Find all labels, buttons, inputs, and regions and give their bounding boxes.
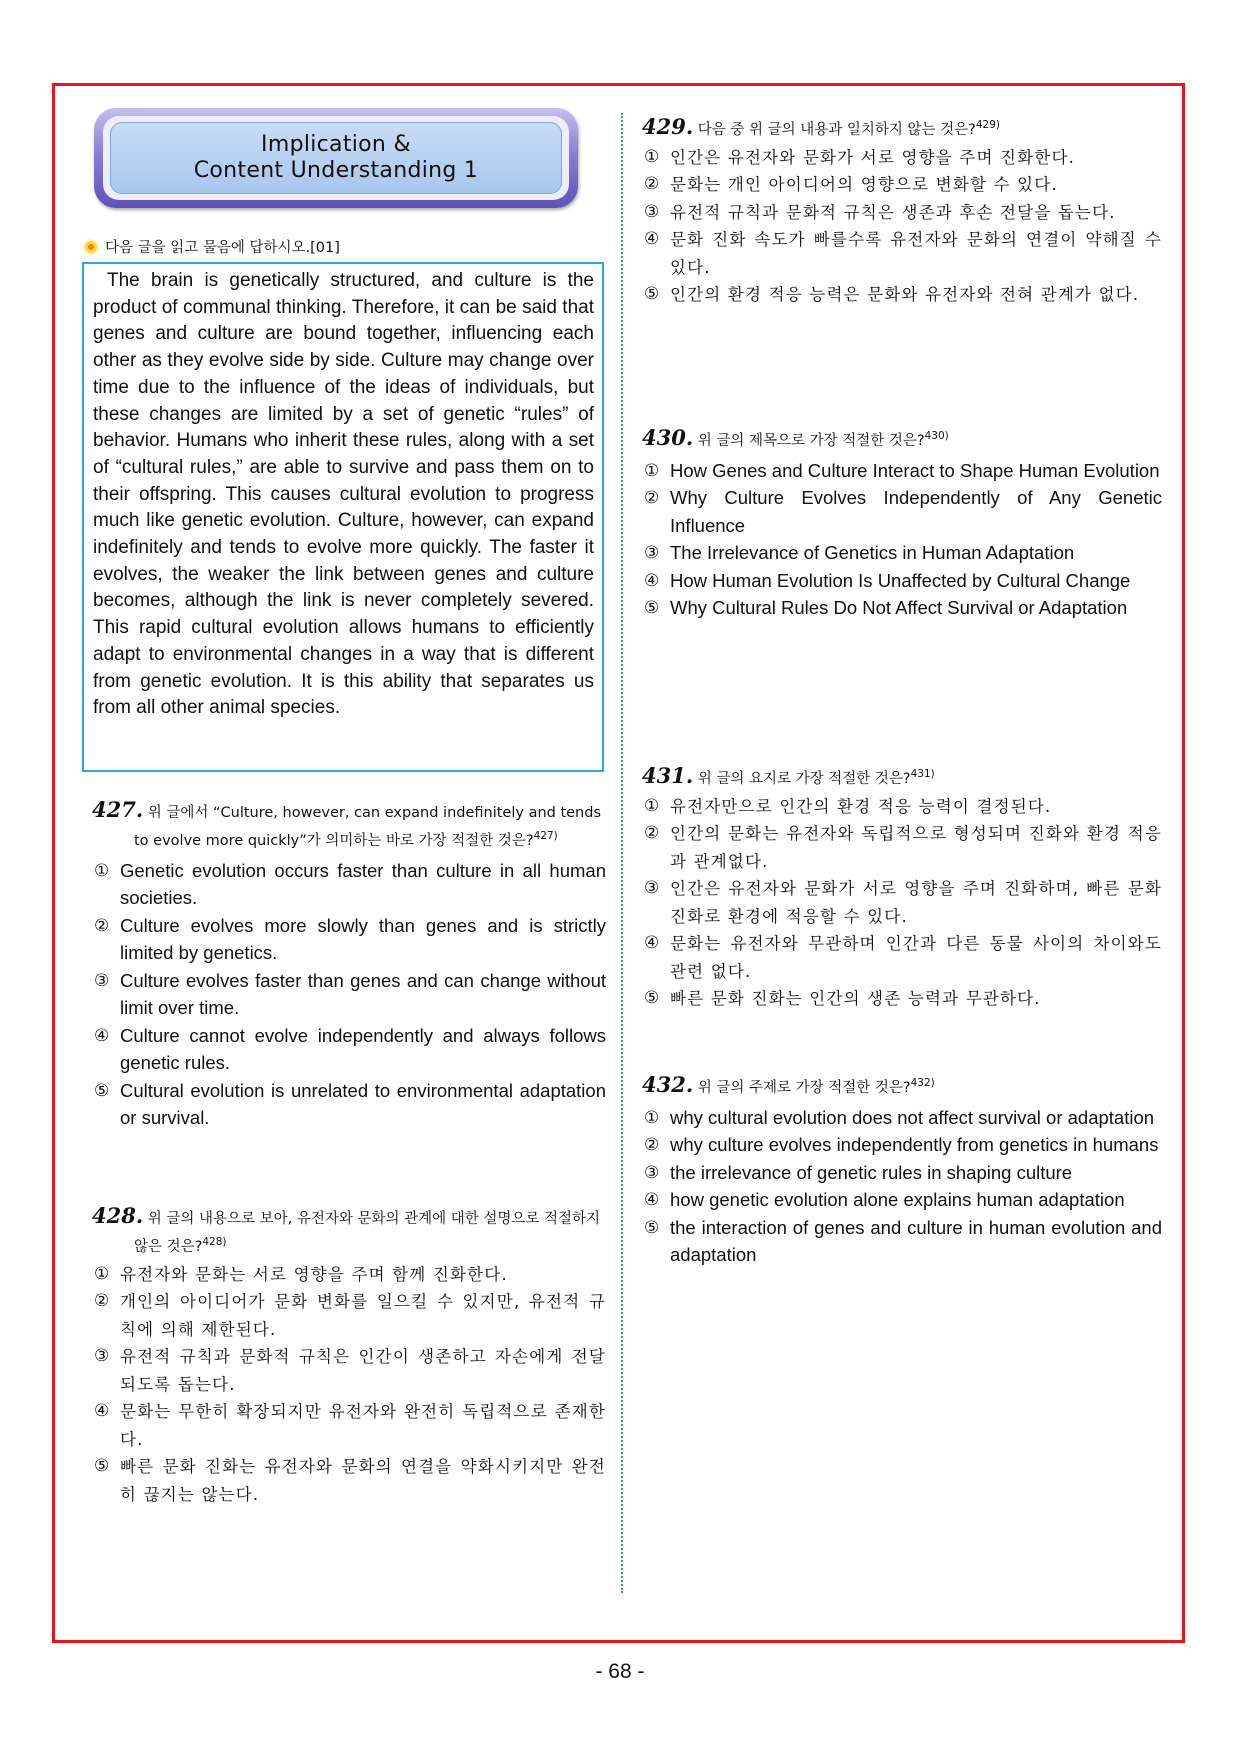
question-number: 428. <box>92 1203 144 1228</box>
option-4[interactable]: ④ 문화 진화 속도가 빠를수록 유전자와 문화의 연결이 약해질 수 있다. <box>644 229 1162 277</box>
option-5[interactable]: ⑤ Why Cultural Rules Do Not Affect Survival or Adaptation <box>644 597 1128 619</box>
option-3[interactable]: ③ Culture evolves faster than genes and can change without limit over time. <box>94 969 606 1019</box>
question-427 <box>92 798 606 1132</box>
question-prompt: 427. 위 글에서 “Culture, however, can expand indefinitely and tends to evolve more quickly”가 의미하는 바로 가장 적절한 것은?$^{427)}$ <box>92 797 602 849</box>
page-number: - 68 - <box>595 1660 645 1683</box>
question-number: 429. <box>642 113 694 139</box>
question-430 <box>642 425 1162 622</box>
question-431 <box>642 763 1162 1013</box>
option-2[interactable]: ② 문화는 개인 아이디어의 영향으로 변화할 수 있다. <box>644 174 1058 195</box>
title-badge <box>94 108 578 208</box>
option-2[interactable]: ② why culture evolves independently from genetics in humans <box>644 1134 1159 1156</box>
column-divider <box>621 113 623 1593</box>
question-number: 431. <box>642 762 694 788</box>
question-432 <box>642 1072 1162 1269</box>
question-prompt: 432. 위 글의 주제로 가장 적절한 것은?$^{432)}$ <box>642 1071 935 1097</box>
question-prompt: 431. 위 글의 요지로 가장 적절한 것은?$^{431)}$ <box>642 762 935 788</box>
option-5[interactable]: ⑤ 빠른 문화 진화는 유전자와 문화의 연결을 약화시키지만 완전히 끊지는 않는다. <box>94 1456 606 1504</box>
option-1[interactable]: ① why cultural evolution does not affect survival or adaptation <box>644 1106 1155 1128</box>
question-number: 432. <box>642 1071 694 1097</box>
option-2[interactable]: ② Why Culture Evolves Independently of Any Genetic Influence <box>644 487 1162 536</box>
instruction-text: 다음 글을 읽고 물음에 답하시오.[01] <box>105 240 340 256</box>
question-prompt: 429. 다음 중 위 글의 내용과 일치하지 않는 것은?$^{429)}$ <box>642 113 1000 139</box>
question-429 <box>642 114 1162 309</box>
option-3[interactable]: ③ 인간은 유전자와 문화가 서로 영향을 주며 진화하며, 빠른 문화 진화로 환경에 적응할 수 있다. <box>644 878 1162 926</box>
question-428 <box>92 1204 606 1508</box>
option-3[interactable]: ③ The Irrelevance of Genetics in Human Adaptation <box>644 542 1075 564</box>
option-4[interactable]: ④ how genetic evolution alone explains human adaptation <box>644 1189 1125 1211</box>
question-prompt: 428. 위 글의 내용으로 보아, 유전자와 문화의 관계에 대한 설명으로 적절하지 않은 것은?$^{428)}$ <box>92 1203 601 1255</box>
option-1[interactable]: ① Genetic evolution occurs faster than culture in all human societies. <box>94 859 606 909</box>
option-2[interactable]: ② 개인의 아이디어가 문화 변화를 일으킬 수 있지만, 유전적 규칙에 의해 제한된다. <box>94 1291 606 1339</box>
option-5[interactable]: ⑤ 빠른 문화 진화는 인간의 생존 능력과 무관하다. <box>644 988 1041 1009</box>
reading-passage <box>82 262 604 772</box>
question-number: 430. <box>642 424 694 450</box>
option-2[interactable]: ② Culture evolves more slowly than genes and is strictly limited by genetics. <box>94 914 606 964</box>
option-5[interactable]: ⑤ Cultural evolution is unrelated to environmental adaptation or survival. <box>94 1079 606 1129</box>
option-5[interactable]: ⑤ 인간의 환경 적응 능력은 문화와 유전자와 전혀 관계가 없다. <box>644 284 1140 305</box>
option-1[interactable]: ① 유전자만으로 인간의 환경 적응 능력이 결정된다. <box>644 795 1052 816</box>
option-3[interactable]: ③ the irrelevance of genetic rules in shaping culture <box>644 1161 1073 1183</box>
flower-icon <box>83 239 99 255</box>
option-3[interactable]: ③ 유전적 규칙과 문화적 규칙은 생존과 후손 전달을 돕는다. <box>644 201 1116 222</box>
passage-text: The brain is genetically structured, and culture is the product of communal thinking. Therefore, it can be said that genes and culture are bound together, influencing each other as they evolve side by side. Culture may change over time due to the influence of the ideas of individuals, but these changes are limited by a set of genetic “rules” of behavior. Humans who inherit these rules, along with a set of “cultural rules,” are able to survive and pass them on to their offspring. This causes cultural evolution to progress much like genetic evolution. Culture, however, can expand indefinitely and tends to evolve more quickly. The faster it evolves, the weaker the link between genes and culture becomes, although the link is never completely severed. This rapid cultural evolution allows humans to efficiently adapt to environmental changes in a way that is different from genetic evolution. It is this ability that separates us from all other animal species. <box>93 270 594 719</box>
option-3[interactable]: ③ 유전적 규칙과 문화적 규칙은 인간이 생존하고 자손에게 전달되도록 돕는다. <box>94 1346 606 1394</box>
question-prompt: 430. 위 글의 제목으로 가장 적절한 것은?$^{430)}$ <box>642 424 949 450</box>
question-number: 427. <box>92 797 144 822</box>
option-4[interactable]: ④ Culture cannot evolve independently and always follows genetic rules. <box>94 1024 606 1074</box>
option-4[interactable]: ④ 문화는 유전자와 무관하며 인간과 다른 동물 사이의 차이와도 관련 없다. <box>644 933 1162 981</box>
option-1[interactable]: ① 유전자와 문화는 서로 영향을 주며 함께 진화한다. <box>94 1263 508 1284</box>
option-1[interactable]: ① 인간은 유전자와 문화가 서로 영향을 주며 진화한다. <box>644 146 1076 167</box>
option-1[interactable]: ① How Genes and Culture Interact to Shape Human Evolution <box>644 459 1160 481</box>
option-5[interactable]: ⑤ the interaction of genes and culture in human evolution and adaptation <box>644 1216 1162 1266</box>
title-line-1: Implication & <box>261 132 411 157</box>
instruction <box>83 236 340 257</box>
option-4[interactable]: ④ 문화는 무한히 확장되지만 유전자와 완전히 독립적으로 존재한다. <box>94 1401 606 1449</box>
option-2[interactable]: ② 인간의 문화는 유전자와 독립적으로 형성되며 진화와 환경 적응과 관계없다. <box>644 823 1162 871</box>
title-line-2: Content Understanding 1 <box>193 158 479 183</box>
option-4[interactable]: ④ How Human Evolution Is Unaffected by Cultural Change <box>644 569 1131 591</box>
